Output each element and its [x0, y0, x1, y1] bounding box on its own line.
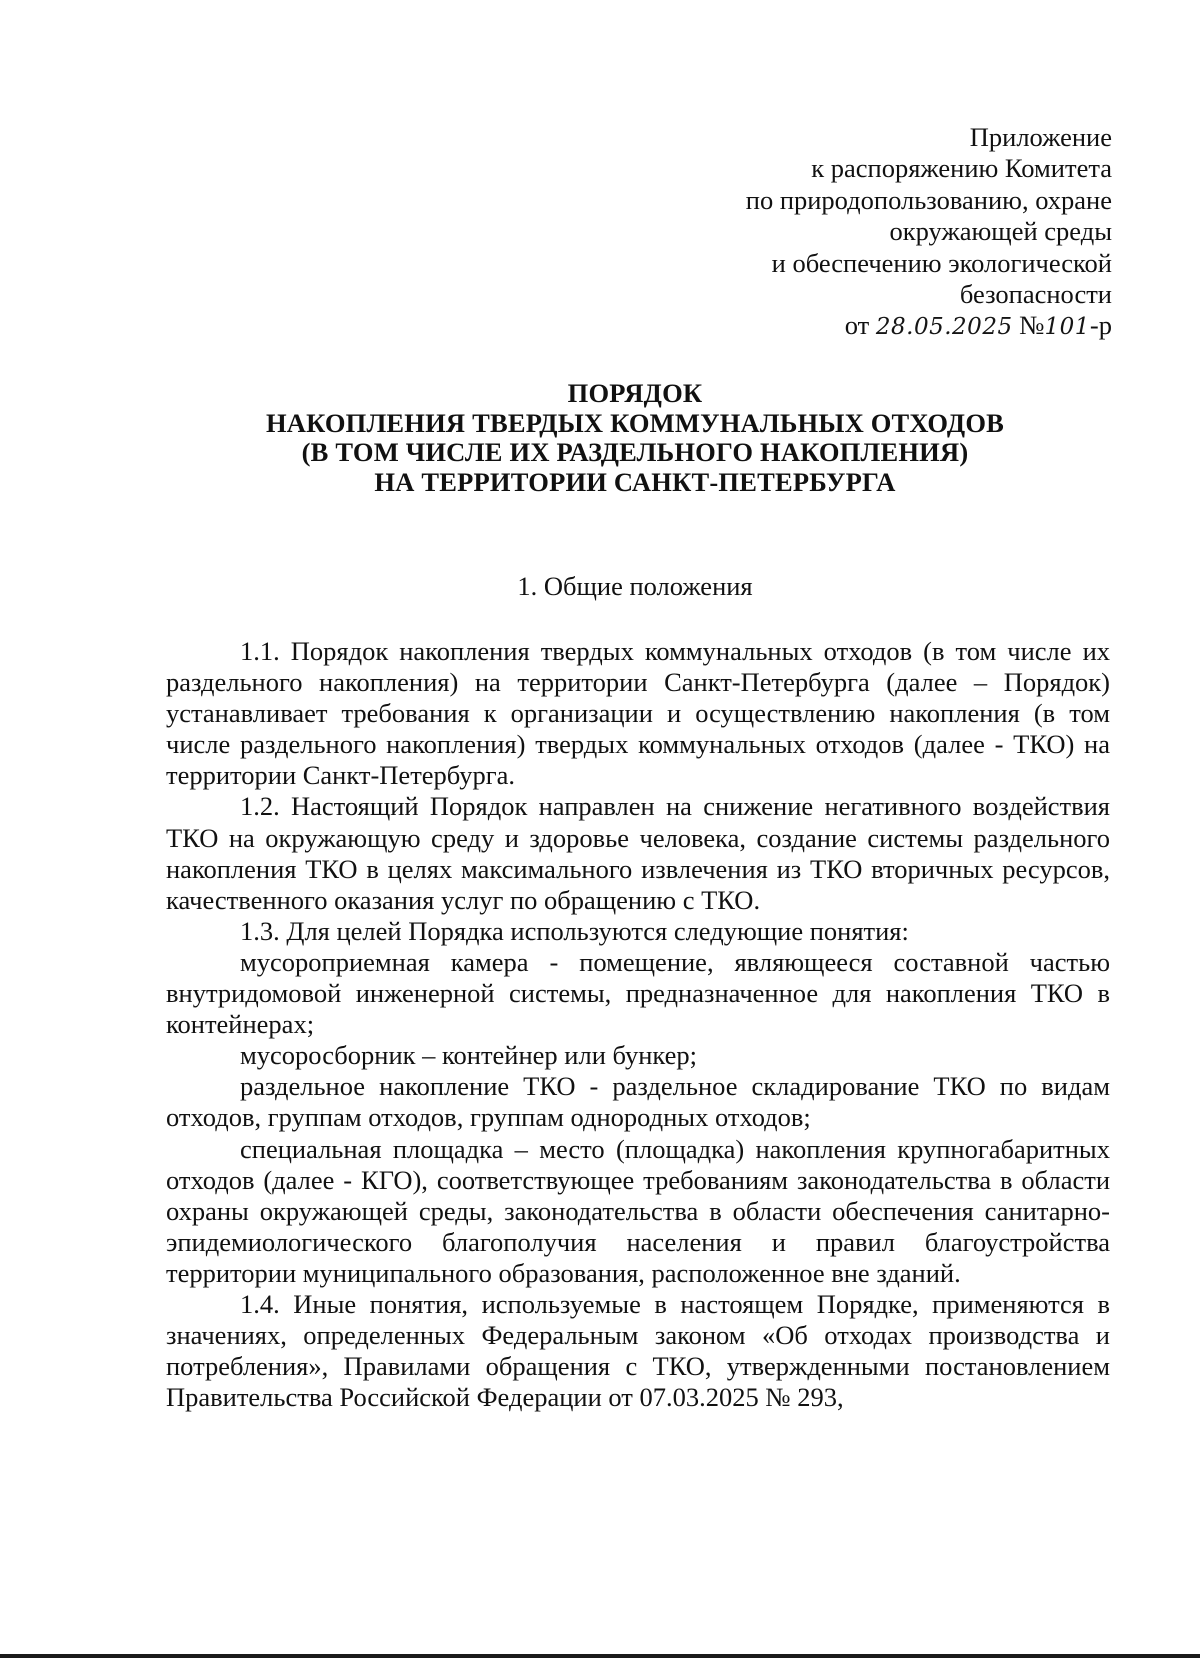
title-line: (В ТОМ ЧИСЛЕ ИХ РАЗДЕЛЬНОГО НАКОПЛЕНИЯ) — [301, 437, 969, 467]
paragraph: раздельное накопление ТКО - раздельное складирование ТКО по видам отходов, группам отходов, группам однородных отходов; — [166, 1071, 1110, 1133]
handwritten-number: 101 — [1044, 314, 1090, 341]
appendix-line: по природопользованию, охране — [745, 184, 1112, 215]
appendix-header — [552, 122, 1112, 344]
document-title — [160, 379, 1110, 497]
appendix-line: Приложение — [969, 122, 1112, 152]
page-bottom-edge — [0, 1654, 1200, 1658]
title-line: ПОРЯДОК — [567, 378, 703, 408]
number-prefix: № — [1019, 310, 1045, 341]
paragraph: специальная площадка – место (площадка) накопления крупногабаритных отходов (далее - КГО), соответствующее требованиям законодательства в области охраны окружающей среды, законодательства в области обеспечения санитарно-эпидемиологического благополучия населения и правил благоустройства территории муниципального образования, расположенное вне зданий. — [166, 1133, 1110, 1288]
appendix-line: окружающей среды — [889, 216, 1112, 247]
appendix-line: к распоряжению Комитета — [811, 153, 1112, 184]
handwritten-date: 28.05.2025 — [875, 314, 1013, 341]
paragraph: мусоросборник – контейнер или бункер; — [240, 1040, 698, 1071]
paragraph: 1.3. Для целей Порядка используются следующие понятия: — [240, 915, 909, 946]
date-prefix: от — [844, 310, 870, 341]
appendix-line: безопасности — [959, 279, 1112, 310]
order-date-number-line — [552, 310, 1112, 343]
document-body — [166, 636, 1110, 1413]
title-line: НАКОПЛЕНИЯ ТВЕРДЫХ КОММУНАЛЬНЫХ ОТХОДОВ — [265, 407, 1005, 438]
appendix-line: и обеспечению экологической — [771, 247, 1112, 278]
number-suffix: -р — [1089, 310, 1112, 341]
paragraph: 1.1. Порядок накопления твердых коммунальных отходов (в том числе их раздельного накопления) на территории Санкт-Петербурга (далее – Порядок) устанавливает требования к организации и осуществлению накопления (в том числе раздельного накопления) твердых коммунальных отходов (далее - ТКО) на территории Санкт-Петербурга. — [166, 636, 1110, 791]
paragraph: 1.4. Иные понятия, используемые в настоящем Порядке, применяются в значениях, определенных Федеральным законом «Об отходах производства и потребления», Правилами обращения с ТКО, утвержденными постановлением Правительства Российской Федерации от 07.03.2025 № 293, — [166, 1288, 1110, 1413]
title-line: НА ТЕРРИТОРИИ САНКТ-ПЕТЕРБУРГА — [374, 466, 896, 497]
section-heading: 1. Общие положения — [517, 571, 753, 601]
paragraph: 1.2. Настоящий Порядок направлен на снижение негативного воздействия ТКО на окружающую среду и здоровье человека, создание системы раздельного накопления ТКО в целях максимального извлечения из ТКО вторичных ресурсов, качественного оказания услуг по обращению с ТКО. — [166, 791, 1110, 915]
paragraph: мусороприемная камера - помещение, являющееся составной частью внутридомовой инженерной системы, предназначенное для накопления ТКО в контейнерах; — [166, 946, 1110, 1040]
